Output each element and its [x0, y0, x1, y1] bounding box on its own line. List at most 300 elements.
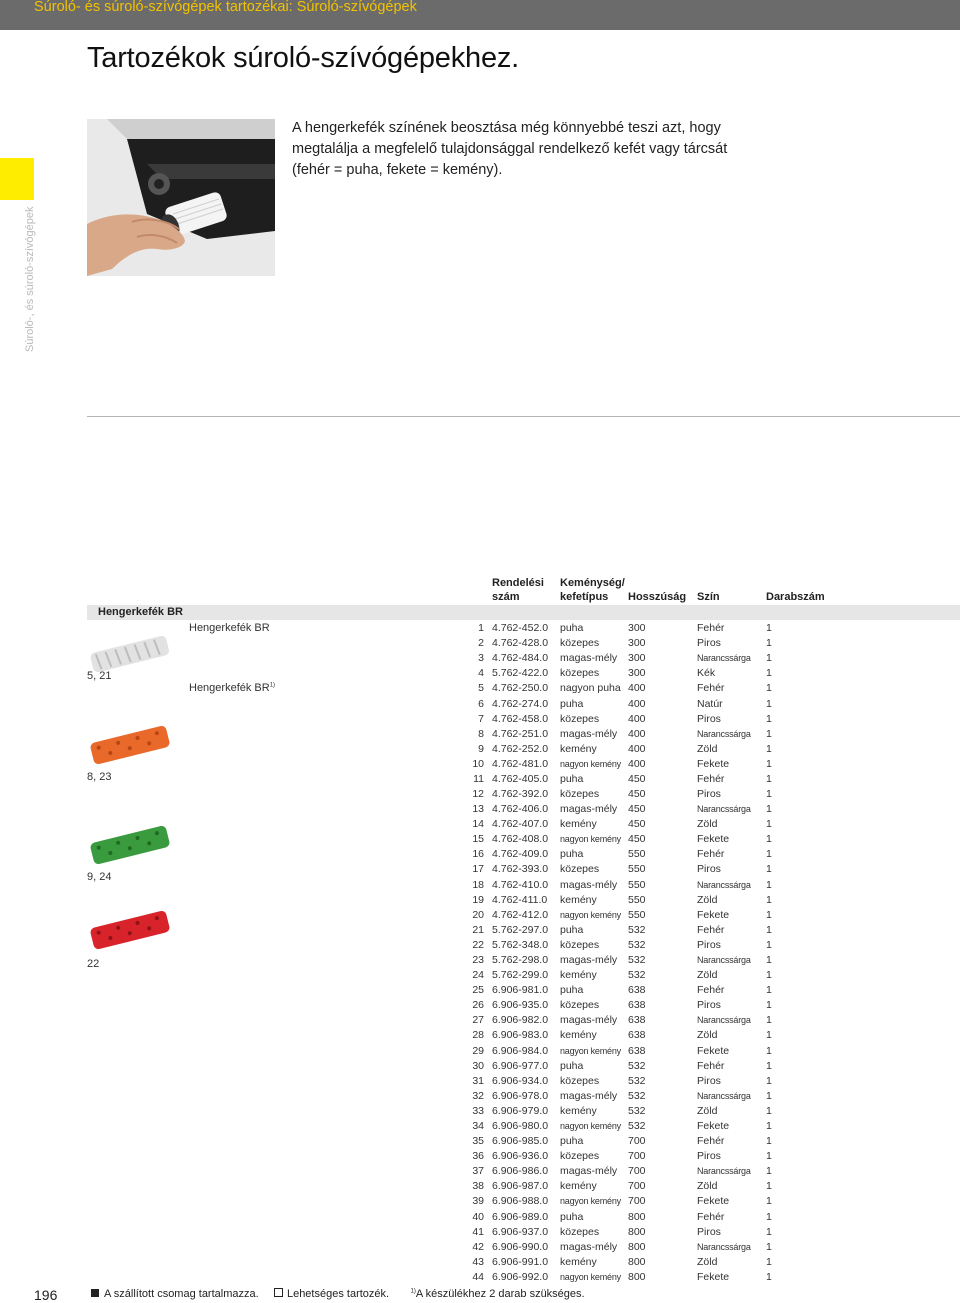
length: 800 — [628, 1225, 646, 1238]
hardness: puha — [560, 697, 584, 710]
length: 638 — [628, 984, 646, 997]
table-row — [466, 938, 960, 953]
row-number: 39 — [472, 1195, 484, 1208]
length: 700 — [628, 1165, 646, 1178]
row-number: 42 — [472, 1240, 484, 1253]
quantity: 1 — [766, 652, 772, 665]
color: Narancssárga — [697, 1166, 751, 1177]
order-number: 5.762-297.0 — [492, 923, 549, 936]
length: 532 — [628, 938, 646, 951]
table-row — [466, 862, 960, 877]
quantity: 1 — [766, 923, 772, 936]
length: 638 — [628, 1029, 646, 1042]
quantity: 1 — [766, 908, 772, 921]
length: 400 — [628, 742, 646, 755]
quantity: 1 — [766, 863, 772, 876]
length: 638 — [628, 1014, 646, 1027]
hardness: közepes — [560, 637, 600, 650]
quantity: 1 — [766, 1255, 772, 1268]
table-row — [466, 666, 960, 681]
quantity: 1 — [766, 788, 772, 800]
order-number: 6.906-986.0 — [492, 1165, 549, 1178]
hardness: magas-mély — [560, 954, 618, 966]
row-number: 33 — [472, 1104, 484, 1117]
section-divider — [87, 416, 960, 417]
quantity: 1 — [766, 712, 772, 725]
hardness: kemény — [560, 1180, 597, 1193]
order-number: 6.906-983.0 — [492, 1029, 549, 1042]
quantity: 1 — [766, 1150, 772, 1163]
col-header-color: Szín — [697, 591, 720, 603]
quantity: 1 — [766, 938, 772, 951]
row-number: 11 — [473, 772, 484, 785]
table-row — [466, 1013, 960, 1028]
hardness: közepes — [560, 938, 600, 951]
hardness: kemény — [560, 818, 597, 831]
color: Piros — [697, 1225, 721, 1238]
quantity: 1 — [766, 1240, 772, 1253]
quantity: 1 — [766, 637, 772, 650]
row-number: 4 — [478, 667, 484, 680]
quantity: 1 — [766, 1120, 772, 1132]
table-row — [466, 968, 960, 983]
color: Fekete — [697, 1044, 730, 1057]
length: 550 — [628, 908, 646, 921]
order-number: 6.906-980.0 — [492, 1120, 549, 1132]
length: 400 — [628, 712, 646, 725]
color: Fekete — [697, 1195, 730, 1208]
row-number: 40 — [472, 1210, 484, 1223]
color: Zöld — [697, 742, 718, 755]
image-label-1: 5, 21 — [87, 670, 112, 682]
order-number: 6.906-977.0 — [492, 1059, 549, 1072]
col-header-length: Hosszúság — [628, 591, 687, 603]
color: Fehér — [697, 682, 725, 695]
row-number: 38 — [472, 1180, 484, 1193]
hardness: közepes — [560, 1150, 600, 1163]
table-row — [466, 1134, 960, 1149]
hardness: magas-mély — [560, 1165, 618, 1178]
hardness: puha — [560, 1210, 584, 1223]
order-number: 4.762-250.0 — [492, 682, 549, 695]
header-bar — [0, 0, 960, 30]
order-number: 6.906-987.0 — [492, 1180, 549, 1193]
row-number: 9 — [478, 742, 484, 755]
quantity: 1 — [766, 1180, 772, 1193]
quantity: 1 — [766, 893, 772, 906]
order-number: 4.762-405.0 — [492, 772, 549, 785]
color: Piros — [697, 938, 721, 951]
quantity: 1 — [766, 1089, 772, 1102]
table-row — [466, 1240, 960, 1255]
color: Zöld — [697, 1255, 718, 1268]
order-number: 6.906-979.0 — [492, 1104, 549, 1117]
color: Piros — [697, 637, 721, 650]
row-number: 16 — [472, 848, 484, 861]
legend-included: A szállított csomag tartalmazza. — [104, 1288, 259, 1300]
table-row — [466, 697, 960, 712]
order-number: 4.762-392.0 — [492, 788, 549, 800]
color: Fehér — [697, 622, 725, 634]
hardness: magas-mély — [560, 1240, 618, 1253]
subgroup-label-2 — [189, 682, 275, 694]
table-row — [466, 1104, 960, 1119]
color: Piros — [697, 712, 721, 725]
col-header-hardness-line1: Keménység/ — [560, 577, 625, 589]
length: 800 — [628, 1240, 646, 1253]
order-number: 4.762-251.0 — [492, 727, 549, 740]
hardness: magas-mély — [560, 727, 618, 740]
color: Fekete — [697, 1120, 730, 1132]
table-row — [466, 1089, 960, 1104]
length: 550 — [628, 878, 646, 891]
col-header-hardness — [560, 576, 625, 604]
color: Fehér — [697, 772, 725, 785]
color: Narancssárga — [697, 728, 751, 739]
row-number: 13 — [472, 803, 484, 816]
order-number: 4.762-481.0 — [492, 757, 549, 770]
row-number: 29 — [472, 1044, 484, 1057]
quantity: 1 — [766, 969, 772, 982]
order-number: 4.762-411.0 — [492, 893, 548, 906]
quantity: 1 — [766, 818, 772, 831]
color: Fekete — [697, 1270, 730, 1283]
row-number: 17 — [472, 863, 484, 876]
color: Natúr — [697, 697, 723, 710]
quantity: 1 — [766, 622, 772, 634]
length: 532 — [628, 954, 646, 966]
row-number: 43 — [472, 1255, 484, 1268]
row-number: 12 — [472, 788, 484, 800]
row-number: 18 — [472, 878, 484, 891]
quantity: 1 — [766, 1059, 772, 1072]
order-number: 4.762-452.0 — [492, 622, 549, 634]
order-number: 6.906-981.0 — [492, 984, 549, 997]
color: Narancssárga — [697, 1015, 751, 1026]
order-number: 6.906-934.0 — [492, 1074, 549, 1087]
hardness: közepes — [560, 863, 600, 876]
quantity: 1 — [766, 772, 772, 785]
row-number: 44 — [472, 1270, 484, 1283]
table-row — [466, 1044, 960, 1059]
row-number: 28 — [472, 1029, 484, 1042]
side-section-label: Súroló-, és súroló-szívógépek — [24, 206, 36, 352]
row-number: 32 — [472, 1089, 484, 1102]
row-number: 8 — [478, 727, 484, 740]
length: 400 — [628, 682, 646, 695]
order-number: 4.762-428.0 — [492, 637, 549, 650]
table-row — [466, 1028, 960, 1043]
row-number: 25 — [472, 984, 484, 997]
row-number: 20 — [472, 908, 484, 921]
table-row — [466, 817, 960, 832]
length: 300 — [628, 652, 646, 665]
group-header-bar — [87, 605, 960, 620]
table-row — [466, 998, 960, 1013]
length: 532 — [628, 1059, 646, 1072]
length: 400 — [628, 727, 646, 740]
table-row — [466, 802, 960, 817]
color: Zöld — [697, 1104, 718, 1117]
length: 700 — [628, 1180, 646, 1193]
quantity: 1 — [766, 682, 772, 695]
length: 532 — [628, 1120, 646, 1132]
product-photo — [87, 119, 275, 276]
intro-text: A hengerkefék színének beosztása még könnyebbé teszi azt, hogy megtalálja a megfelelő tulajdonsággal rendelkező kefét vagy tárcsát (fehér = puha, fekete = kemény). — [292, 120, 728, 178]
order-number: 4.762-393.0 — [492, 863, 549, 876]
color: Narancssárga — [697, 879, 751, 890]
color: Zöld — [697, 1180, 718, 1193]
table-row — [466, 908, 960, 923]
hardness: puha — [560, 772, 584, 785]
hardness: kemény — [560, 742, 597, 755]
page-number: 196 — [34, 1287, 58, 1303]
hardness: nagyon kemény — [560, 1196, 621, 1207]
subgroup-label-1: Hengerkefék BR — [189, 622, 270, 634]
length: 300 — [628, 667, 646, 680]
row-number: 1 — [478, 622, 484, 634]
hardness: kemény — [560, 1255, 597, 1268]
order-number: 4.762-458.0 — [492, 712, 549, 725]
color: Fehér — [697, 1059, 725, 1072]
length: 300 — [628, 622, 646, 634]
color: Narancssárga — [697, 653, 751, 664]
order-number: 6.906-937.0 — [492, 1225, 549, 1238]
hardness: közepes — [560, 999, 600, 1012]
order-number: 4.762-484.0 — [492, 652, 549, 665]
quantity: 1 — [766, 667, 772, 680]
legend-possible: Lehetséges tartozék. — [286, 1288, 390, 1300]
table-row — [466, 742, 960, 757]
table-row — [466, 953, 960, 968]
color: Piros — [697, 1150, 721, 1163]
table-row — [466, 893, 960, 908]
order-number: 6.906-988.0 — [492, 1195, 549, 1208]
quantity: 1 — [766, 1135, 772, 1148]
quantity: 1 — [766, 1165, 772, 1178]
length: 450 — [628, 833, 646, 846]
row-number: 7 — [478, 712, 484, 725]
table-row — [466, 772, 960, 787]
length: 532 — [628, 1089, 646, 1102]
order-number: 6.906-936.0 — [492, 1150, 549, 1163]
table-row — [466, 832, 960, 847]
table-row — [466, 1210, 960, 1225]
open-square-icon — [274, 1288, 283, 1297]
row-number: 26 — [472, 999, 484, 1012]
quantity: 1 — [766, 954, 772, 966]
color: Zöld — [697, 818, 718, 831]
order-number: 4.762-410.0 — [492, 878, 549, 891]
color: Narancssárga — [697, 1090, 751, 1101]
length: 400 — [628, 757, 646, 770]
hardness: nagyon puha — [560, 682, 621, 695]
hardness: közepes — [560, 1225, 600, 1238]
quantity: 1 — [766, 1014, 772, 1027]
order-number: 5.762-298.0 — [492, 954, 549, 966]
order-number: 6.906-982.0 — [492, 1014, 549, 1027]
row-number: 19 — [472, 893, 484, 906]
page-title: Tartozékok súroló-szívógépekhez. — [87, 42, 520, 74]
quantity: 1 — [766, 1074, 772, 1087]
row-number: 34 — [472, 1120, 484, 1132]
color: Fekete — [697, 908, 730, 921]
legend-note: A készülékhez 2 darab szükséges. — [415, 1288, 585, 1300]
order-number: 5.762-299.0 — [492, 969, 549, 982]
legend-note-mark: 1) — [410, 1288, 416, 1295]
quantity: 1 — [766, 999, 772, 1012]
color: Fekete — [697, 833, 730, 846]
hardness: puha — [560, 1135, 584, 1148]
col-header-order-line2: szám — [492, 591, 520, 603]
color: Fehér — [697, 923, 725, 936]
row-number: 21 — [472, 923, 484, 936]
footer-legend — [91, 1288, 585, 1300]
row-number: 36 — [472, 1150, 484, 1163]
color: Piros — [697, 1074, 721, 1087]
quantity: 1 — [766, 803, 772, 816]
image-label-4: 22 — [87, 958, 100, 970]
hardness: puha — [560, 622, 584, 634]
row-number: 24 — [472, 969, 484, 982]
hardness: puha — [560, 848, 584, 861]
order-number: 6.906-984.0 — [492, 1044, 549, 1057]
length: 532 — [628, 969, 646, 982]
length: 700 — [628, 1195, 646, 1208]
order-number: 4.762-412.0 — [492, 908, 549, 921]
table-row — [466, 681, 960, 696]
color: Zöld — [697, 893, 718, 906]
quantity: 1 — [766, 1104, 772, 1117]
length: 450 — [628, 788, 646, 800]
length: 550 — [628, 893, 646, 906]
hardness: nagyon kemény — [560, 834, 621, 845]
row-number: 15 — [472, 833, 484, 846]
hardness: magas-mély — [560, 652, 618, 665]
row-number: 30 — [472, 1059, 484, 1072]
row-number: 14 — [472, 818, 484, 831]
length: 700 — [628, 1150, 646, 1163]
length: 400 — [628, 697, 646, 710]
quantity: 1 — [766, 757, 772, 770]
hardness: nagyon kemény — [560, 909, 621, 920]
image-label-3: 9, 24 — [87, 871, 112, 883]
color: Piros — [697, 788, 721, 800]
hardness: magas-mély — [560, 878, 618, 891]
table-row — [466, 1225, 960, 1240]
table-row — [466, 1059, 960, 1074]
table-row — [466, 757, 960, 772]
row-number: 23 — [472, 954, 484, 966]
hardness: közepes — [560, 667, 600, 680]
col-header-qty: Darabszám — [766, 591, 825, 603]
length: 638 — [628, 999, 646, 1012]
length: 800 — [628, 1210, 646, 1223]
row-number: 6 — [478, 697, 484, 710]
quantity: 1 — [766, 984, 772, 997]
quantity: 1 — [766, 833, 772, 846]
quantity: 1 — [766, 878, 772, 891]
table-row — [466, 847, 960, 862]
quantity: 1 — [766, 1029, 772, 1042]
image-label-2: 8, 23 — [87, 771, 112, 783]
table-row — [466, 712, 960, 727]
filled-square-icon — [91, 1289, 99, 1297]
length: 300 — [628, 637, 646, 650]
row-number: 2 — [478, 637, 484, 650]
order-number: 5.762-348.0 — [492, 938, 549, 951]
subgroup-label-2-text: Hengerkefék BR — [189, 682, 270, 694]
order-number: 6.906-985.0 — [492, 1135, 549, 1148]
table-row — [466, 1164, 960, 1179]
table-row — [466, 923, 960, 938]
hardness: közepes — [560, 788, 600, 800]
quantity: 1 — [766, 1210, 772, 1223]
quantity: 1 — [766, 848, 772, 861]
hardness: nagyon kemény — [560, 1271, 621, 1282]
header-title: Súroló- és súroló-szívógépek tartozékai: Súroló-szívógépek — [34, 0, 417, 15]
length: 800 — [628, 1255, 646, 1268]
length: 450 — [628, 772, 646, 785]
hardness: kemény — [560, 1104, 597, 1117]
group-header-label: Hengerkefék BR — [98, 606, 183, 618]
length: 532 — [628, 1104, 646, 1117]
row-number: 41 — [472, 1225, 484, 1238]
red-brush-image — [87, 905, 173, 965]
hardness: kemény — [560, 969, 597, 982]
hardness: puha — [560, 984, 584, 997]
length: 700 — [628, 1135, 646, 1148]
table-row — [466, 621, 960, 636]
length: 450 — [628, 803, 646, 816]
color: Zöld — [697, 969, 718, 982]
length: 532 — [628, 923, 646, 936]
table-row — [466, 878, 960, 893]
quantity: 1 — [766, 1225, 772, 1238]
quantity: 1 — [766, 1195, 772, 1208]
table-row — [466, 1179, 960, 1194]
order-number: 6.906-935.0 — [492, 999, 549, 1012]
col-header-order-line1: Rendelési — [492, 577, 544, 589]
row-number: 3 — [478, 652, 484, 665]
color: Fehér — [697, 848, 725, 861]
hardness: közepes — [560, 1074, 600, 1087]
row-number: 27 — [472, 1014, 484, 1027]
section-tab-marker — [0, 158, 34, 200]
quantity: 1 — [766, 697, 772, 710]
color: Narancssárga — [697, 1241, 751, 1252]
order-number: 6.906-992.0 — [492, 1270, 549, 1283]
order-number: 6.906-990.0 — [492, 1240, 549, 1253]
table-row — [466, 1074, 960, 1089]
table-row — [466, 983, 960, 998]
hardness: kemény — [560, 893, 597, 906]
color: Piros — [697, 999, 721, 1012]
color: Zöld — [697, 1029, 718, 1042]
hardness: nagyon kemény — [560, 758, 621, 769]
color: Fehér — [697, 984, 725, 997]
table-row — [466, 1255, 960, 1270]
hardness: puha — [560, 923, 584, 936]
table-row — [466, 1194, 960, 1209]
order-number: 4.762-408.0 — [492, 833, 549, 846]
row-number: 10 — [472, 757, 484, 770]
quantity: 1 — [766, 1270, 772, 1283]
row-number: 31 — [472, 1074, 484, 1087]
order-number: 5.762-422.0 — [492, 667, 549, 680]
col-header-order — [492, 576, 544, 604]
order-number: 4.762-252.0 — [492, 742, 549, 755]
